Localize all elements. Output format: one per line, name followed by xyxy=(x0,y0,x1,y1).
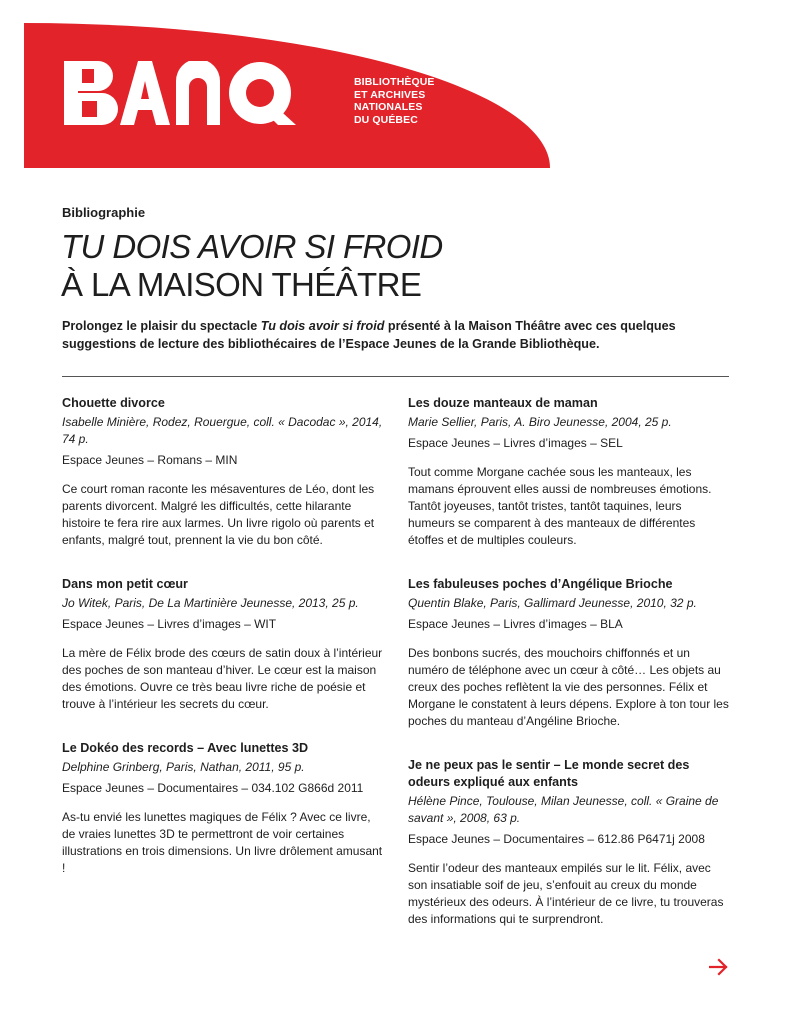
book-entry xyxy=(62,395,384,549)
book-column-right xyxy=(408,395,730,955)
book-description: Des bonbons sucrés, des mouchoirs chiffonnés et un numéro de téléphone avec un cœur à côté… Les objets au creux des poches reflètent la vie des personnes. Félix et Morgane le constatent à leurs dépens. Explore à ton tour les poches du manteau d’Angéline Brioche. xyxy=(408,646,729,728)
book-reference: Marie Sellier, Paris, A. Biro Jeunesse, 2004, 25 p. xyxy=(408,415,672,429)
book-description: Ce court roman raconte les mésaventures de Léo, dont les parents divorcent. Malgré les difficultés, cette hilarante histoire te fera rire aux larmes. Un livre rigolo où parents et enfants, malgré tout, prennent la vie du bon côté. xyxy=(62,482,375,547)
book-entry xyxy=(62,740,384,877)
book-location: Espace Jeunes – Livres d’images – SEL xyxy=(408,436,623,450)
book-description: Tout comme Morgane cachée sous les manteaux, les mamans éprouvent elles aussi de nombreuses émotions. Tantôt joyeuses, tantôt tristes, tantôt taquines, leurs humeurs se comparent à des manteaux de différentes étoffes et de multiples couleurs. xyxy=(408,465,712,547)
book-reference: Hélène Pince, Toulouse, Milan Jeunesse, coll. « Graine de savant », 2008, 63 p. xyxy=(408,794,719,825)
book-title: Chouette divorce xyxy=(62,396,165,410)
book-entry xyxy=(408,757,730,928)
intro-after: présenté à la Maison Théâtre avec ces quelques suggestions de lecture des bibliothécaires de l’Espace Jeunes de la Grande Bibliothèque. xyxy=(62,319,676,351)
book-reference: Jo Witek, Paris, De La Martinière Jeunesse, 2013, 25 p. xyxy=(62,596,359,610)
intro-paragraph xyxy=(62,318,702,353)
book-reference: Quentin Blake, Paris, Gallimard Jeunesse, 2010, 32 p. xyxy=(408,596,697,610)
book-entry xyxy=(62,576,384,713)
book-location: Espace Jeunes – Romans – MIN xyxy=(62,453,238,467)
book-location: Espace Jeunes – Livres d’images – WIT xyxy=(62,617,277,631)
book-entry xyxy=(408,576,730,730)
book-title: Les fabuleuses poches d’Angélique Brioche xyxy=(408,577,673,591)
book-title: Les douze manteaux de maman xyxy=(408,396,598,410)
book-reference: Delphine Grinberg, Paris, Nathan, 2011, 95 p. xyxy=(62,760,305,774)
book-title: Le Dokéo des records – Avec lunettes 3D xyxy=(62,741,309,755)
banq-logo xyxy=(64,61,314,125)
title-line-2: À LA MAISON THÉÂTRE xyxy=(61,266,422,303)
book-location: Espace Jeunes – Documentaires – 612.86 P6471j 2008 xyxy=(408,832,705,846)
intro-before: Prolongez le plaisir du spectacle xyxy=(62,319,261,333)
divider xyxy=(62,376,729,377)
book-description: Sentir l’odeur des manteaux empilés sur le lit. Félix, avec son insatiable soif de jeu, s’enfouit au creux du monde mystérieux des odeurs. À l’intérieur de ce livre, tu trouveras des informations qui te surprendront. xyxy=(408,861,724,926)
intro-show-title: Tu dois avoir si froid xyxy=(260,319,385,333)
institution-name: BIBLIOTHÈQUE ET ARCHIVES NATIONALES DU QUÉBEC xyxy=(354,76,435,126)
book-title: Je ne peux pas le sentir – Le monde secret des odeurs expliqué aux enfants xyxy=(408,758,690,789)
section-kicker: Bibliographie xyxy=(62,205,146,220)
header-banner xyxy=(24,23,550,168)
book-description: La mère de Félix brode des cœurs de satin doux à l’intérieur des poches de son manteau d’hiver. Le cœur est la maison des émotions. Ouvre ce très beau livre riche de poésie et trouve à l’intérieur les secrets du cœur. xyxy=(62,646,383,711)
book-column-left xyxy=(62,395,384,904)
book-location: Espace Jeunes – Documentaires – 034.102 G866d 2011 xyxy=(62,781,364,795)
book-description: As-tu envié les lunettes magiques de Félix ? Avec ce livre, de vraies lunettes 3D te permettront de voir certaines illustrations en trois dimensions. Un livre drôlement amusant ! xyxy=(62,810,383,875)
book-title: Dans mon petit cœur xyxy=(62,577,188,591)
book-entry xyxy=(408,395,730,549)
title-line-1: TU DOIS AVOIR SI FROID xyxy=(61,228,443,265)
book-location: Espace Jeunes – Livres d’images – BLA xyxy=(408,617,623,631)
arrow-right-icon[interactable] xyxy=(709,958,729,976)
book-reference: Isabelle Minière, Rodez, Rouergue, coll. « Dacodac », 2014, 74 p. xyxy=(62,415,383,446)
page-title xyxy=(61,228,443,304)
